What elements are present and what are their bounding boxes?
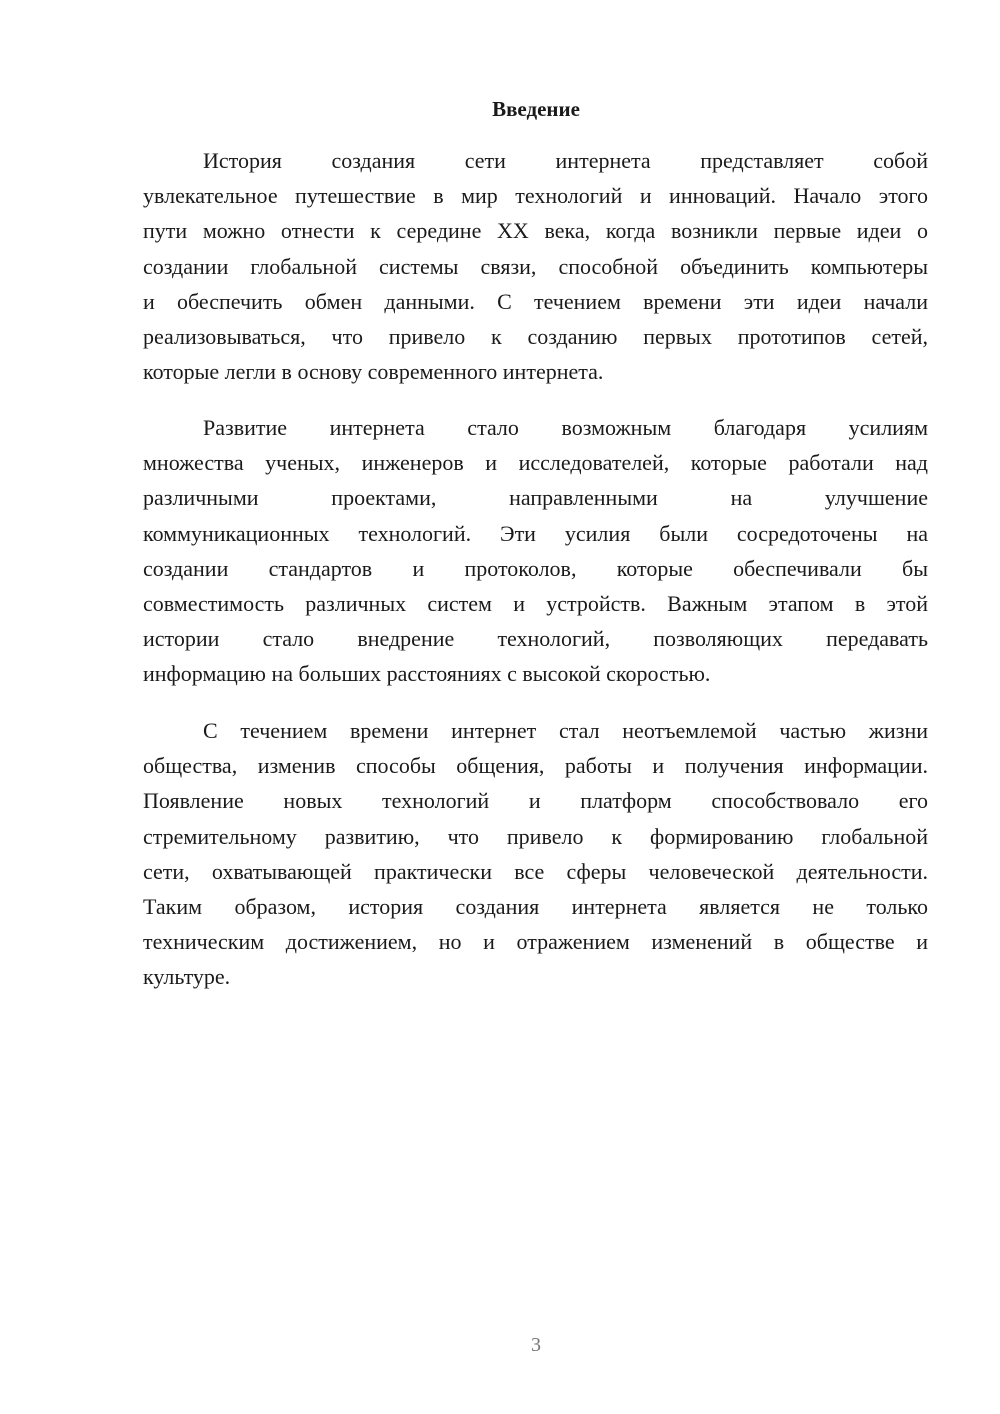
- section-heading: Введение: [492, 97, 580, 121]
- text-line: совместимость различных систем и устройств. Важным этапом в этой: [143, 590, 928, 616]
- text-line: множества ученых, инженеров и исследователей, которые работали над: [143, 450, 928, 476]
- text-line: стремительному развитию, что привело к формированию глобальной: [143, 823, 928, 849]
- text-line: реализовываться, что привело к созданию первых прототипов сетей,: [143, 323, 928, 349]
- text-line: История создания сети интернета представляет собой: [203, 148, 928, 173]
- paragraph-1: [143, 143, 928, 389]
- text-line: которые легли в основу современного интернета.: [143, 359, 604, 385]
- text-line: Таким образом, история создания интернета является не только: [143, 893, 928, 919]
- text-line: культуре.: [143, 964, 231, 990]
- text-line: Развитие интернета стало возможным благодаря усилиям: [203, 415, 928, 440]
- text-line: различными проектами, направленными на улучшение: [143, 485, 928, 511]
- page-number: 3: [531, 1334, 541, 1356]
- text-line: создании стандартов и протоколов, которые обеспечивали бы: [143, 555, 928, 581]
- text-line: увлекательное путешествие в мир технологий и инноваций. Начало этого: [143, 183, 928, 209]
- text-line: создании глобальной системы связи, способной объединить компьютеры: [143, 253, 928, 279]
- text-line: и обеспечить обмен данными. С течением времени эти идеи начали: [143, 288, 928, 314]
- text-line: информацию на больших расстояниях с высокой скоростью.: [143, 661, 711, 687]
- paragraph-3: [143, 713, 928, 995]
- text-line: общества, изменив способы общения, работы и получения информации.: [143, 753, 928, 779]
- text-line: С течением времени интернет стал неотъемлемой частью жизни: [203, 718, 928, 743]
- paragraph-2: [143, 410, 928, 692]
- text-line: истории стало внедрение технологий, позволяющих передавать: [143, 626, 928, 652]
- text-line: техническим достижением, но и отражением изменений в обществе и: [143, 929, 928, 955]
- text-line: коммуникационных технологий. Эти усилия были сосредоточены на: [143, 520, 928, 546]
- text-line: пути можно отнести к середине XX века, когда возникли первые идеи о: [143, 218, 928, 244]
- text-line: Появление новых технологий и платформ способствовало его: [143, 788, 928, 814]
- text-line: сети, охватывающей практически все сферы человеческой деятельности.: [143, 858, 928, 884]
